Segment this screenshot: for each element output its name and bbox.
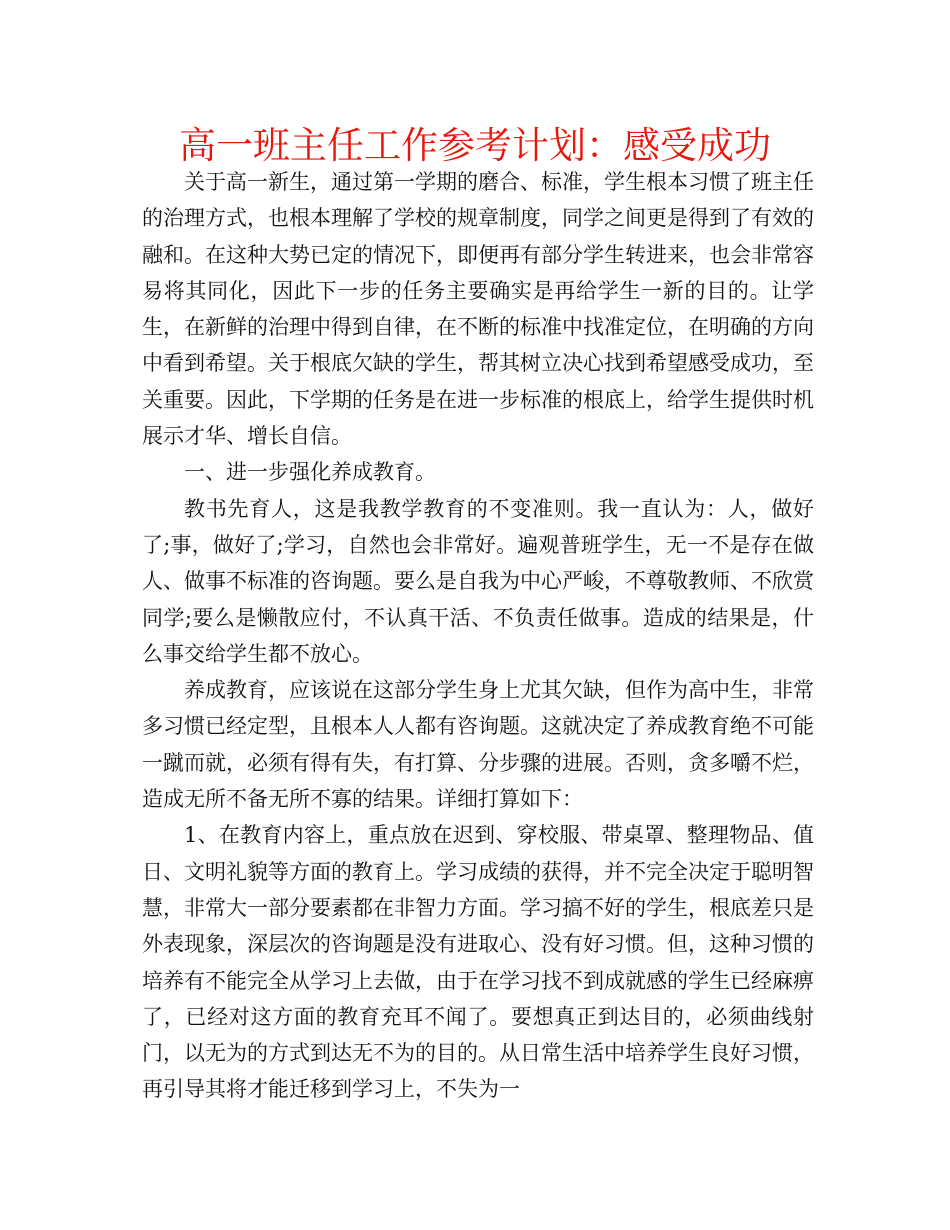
paragraph-item-1: 1、在教育内容上，重点放在迟到、穿校服、带桌罩、整理物品、值日、文明礼貌等方面的教育上。学习成绩的获得，并不完全决定于聪明智慧，非常大一部分要素都在非智力方面。学习搞不好的学生，根底差只是外表现象，深层次的咨询题是没有进取心、没有好习惯。但，这种习惯的培养有不能完全从学习上去做，由于在学习找不到成就感的学生已经麻痹了，已经对这方面的教育充耳不闻了。要想真正到达目的，必须曲线射门，以无为的方式到达无不为的目的。从日常生活中培养学生良好习惯，再引导其将才能迁移到学习上，不失为一: [142, 823, 814, 1102]
section-heading-1: 一、进一步强化养成教育。: [184, 460, 436, 485]
paragraph-intro: 关于高一新生，通过第一学期的磨合、标准，学生根本习惯了班主任的治理方式，也根本理解了学校的规章制度，同学之间更是得到了有效的融和。在这种大势已定的情况下，即便再有部分学生转进来，也会非常容易将其同化，因此下一步的任务主要确实是再给学生一新的目的。让学生，在新鲜的治理中得到自律，在不断的标准中找准定位，在明确的方向中看到希望。关于根底欠缺的学生，帮其树立决心找到希望感受成功，至关重要。因此，下学期的任务是在进一步标准的根底上，给学生提供时机展示才华、增长自信。: [142, 170, 814, 449]
document-body: [142, 164, 814, 1108]
document-title: 高一班主任工作参考计划：感受成功: [179, 124, 771, 167]
paragraph-habit-education: 养成教育，应该说在这部分学生身上尤其欠缺，但作为高中生，非常多习惯已经定型，且根本人人都有咨询题。这就决定了养成教育绝不可能一蹴而就，必须有得有失，有打算、分步骤的进展。否则，贪多嚼不烂，造成无所不备无所不寡的结果。详细打算如下：: [142, 678, 814, 812]
paragraph-teaching-principle: 教书先育人，这是我教学教育的不变准则。我一直认为：人，做好了;事，做好了;学习，自然也会非常好。遍观普班学生，无一不是存在做人、做事不标准的咨询题。要么是自我为中心严峻，不尊敬教师、不欣赏同学;要么是懒散应付，不认真干活、不负责任做事。造成的结果是，什么事交给学生都不放心。: [142, 496, 814, 666]
